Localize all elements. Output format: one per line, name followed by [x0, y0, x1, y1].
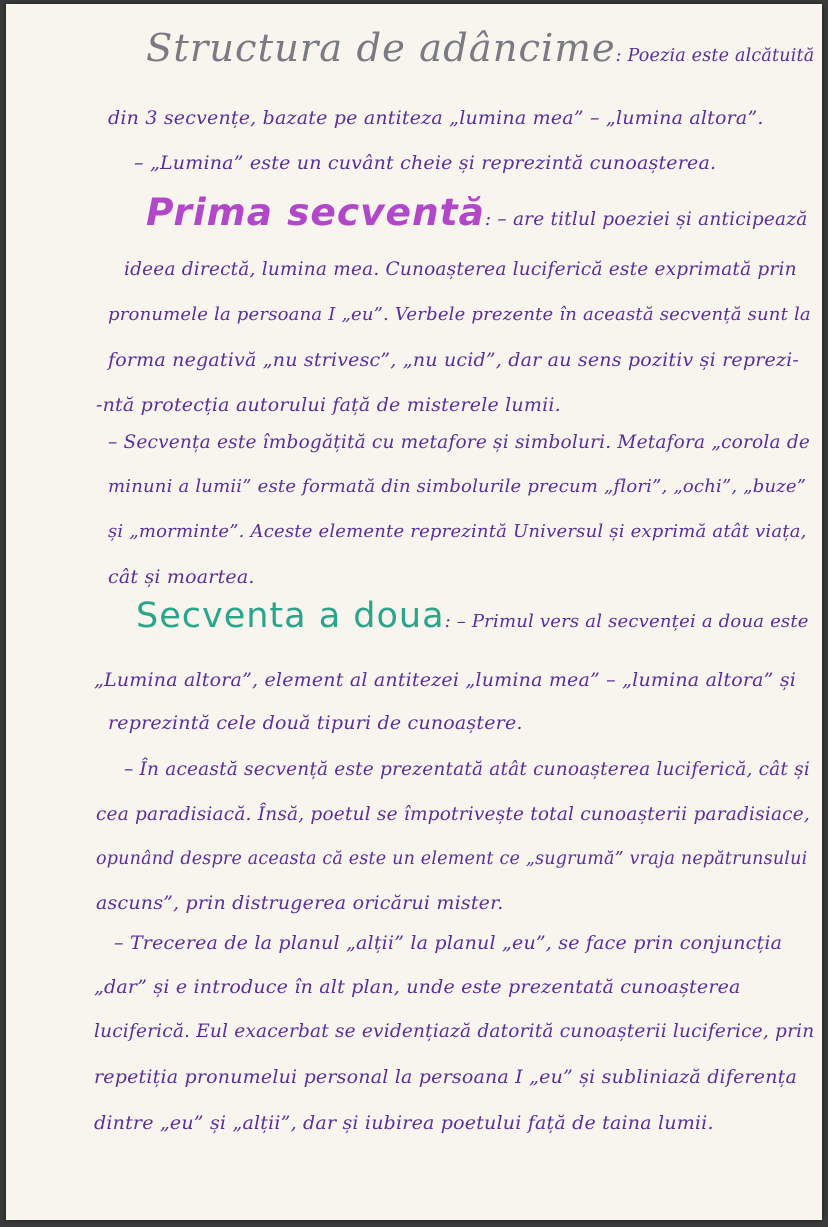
- text-line-18: „dar” și e introduce în alt plan, unde este prezentată cunoașterea: [94, 976, 741, 998]
- text-line-20: repetiția pronumelui personal la persoana I „eu” și subliniază diferența: [94, 1066, 798, 1088]
- title-line: [146, 26, 814, 71]
- section-2-line: [136, 596, 809, 636]
- text-line-8: minuni a lumii” este formată din simbolurile precum „flori”, „ochi”, „buze”: [108, 476, 807, 497]
- section-2-heading-a: Secventa: [136, 596, 307, 636]
- text-line-5: forma negativă „nu strivesc”, „nu ucid”, dar au sens pozitiv și reprezi-: [108, 349, 800, 371]
- section-1-line: [146, 190, 807, 234]
- text-line-14: cea paradisiacă. Însă, poetul se împotrivește total cunoașterii paradisiace,: [96, 804, 810, 825]
- text-line-4: pronumele la persoana I „eu”. Verbele prezente în această secvență sunt la: [108, 304, 811, 325]
- text-line-3: ideea directă, lumina mea. Cunoașterea luciferică este exprimată prin: [124, 259, 797, 280]
- text-line-6: -ntă protecția autorului față de misterele lumii.: [96, 394, 561, 416]
- text-line-17: – Trecerea de la planul „alții” la planul „eu”, se face prin conjuncția: [114, 932, 783, 954]
- text-line-11: „Lumina altora”, element al antitezei „lumina mea” – „lumina altora” și: [94, 669, 797, 691]
- text-line-10: cât și moartea.: [108, 566, 255, 588]
- text-line-16: ascuns”, prin distrugerea oricărui mister.: [96, 892, 504, 914]
- section-2-rest: : – Primul vers al secvenței a doua este: [444, 611, 809, 632]
- text-line-2: – „Lumina” este un cuvânt cheie și reprezintă cunoașterea.: [134, 152, 717, 174]
- section-1-rest: : – are titlul poeziei și anticipează: [484, 209, 808, 230]
- section-2-heading-b: a doua: [306, 596, 445, 636]
- text-line-9: și „morminte”. Aceste elemente reprezintă Universul și exprimă atât viața,: [108, 521, 807, 542]
- text-line-7: – Secvența este îmbogățită cu metafore și simboluri. Metafora „corola de: [108, 432, 811, 453]
- text-line-19: luciferică. Eul exacerbat se evidențiază datorită cunoașterii luciferice, prin: [94, 1021, 815, 1042]
- text-line-21: dintre „eu” și „alții”, dar și iubirea poetului față de taina lumii.: [94, 1112, 714, 1134]
- text-line-1: din 3 secvențe, bazate pe antiteza „lumina mea” – „lumina altora”.: [108, 107, 764, 129]
- title-rest: : Poezia este alcătuită: [615, 46, 815, 66]
- text-line-13: – În această secvență este prezentată atât cunoașterea luciferică, cât și: [124, 759, 810, 780]
- text-line-15: opunând despre aceasta că este un element ce „sugrumă” vraja nepătrunsului: [96, 849, 808, 869]
- text-line-12: reprezintă cele două tipuri de cunoaștere.: [108, 712, 523, 734]
- page-title: Structura de adâncime: [146, 26, 616, 71]
- notebook-page: [6, 4, 822, 1220]
- section-2-heading: [136, 596, 445, 636]
- section-1-heading: Prima secventă: [146, 190, 485, 234]
